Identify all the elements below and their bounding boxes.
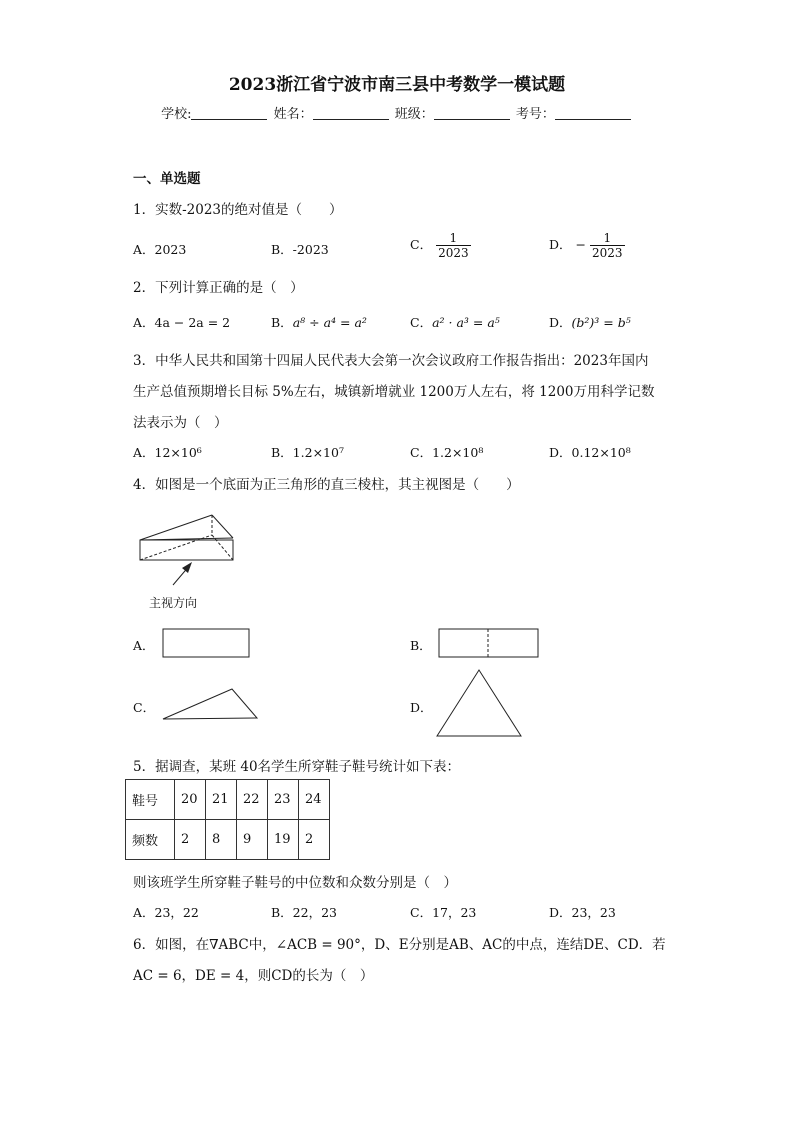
table-cell: 9 bbox=[237, 820, 268, 860]
student-info bbox=[0, 103, 794, 122]
section-heading: 一、单选题 bbox=[133, 171, 201, 187]
prism-figure bbox=[130, 505, 240, 587]
table-cell: 19 bbox=[268, 820, 299, 860]
q3-line-2: 生产总值预期增长目标 5%左右，城镇新增就业 1200万人左右，将 1200万用科学记数 bbox=[133, 384, 655, 400]
q2-option-d-expr: (b²)³ = b⁵ bbox=[571, 315, 631, 330]
q4-option-c-figure bbox=[160, 686, 262, 724]
q2-option-b-label: B． bbox=[271, 315, 293, 330]
q4-option-b-label: B． bbox=[410, 638, 432, 653]
q5-stem: 5．据调查，某班 40名学生所穿鞋子鞋号统计如下表： bbox=[133, 759, 461, 775]
q4-option-d-figure bbox=[433, 666, 527, 740]
q3-option-d: D．0.12×10⁸ bbox=[549, 445, 631, 460]
q6-line-2: AC = 6，DE = 4，则CD的长为（ ） bbox=[133, 968, 374, 984]
q4-option-c-label: C． bbox=[133, 700, 156, 715]
school-blank bbox=[191, 107, 267, 120]
q4-stem: 4．如图是一个底面为正三角形的直三棱柱，其主视图是（ ） bbox=[133, 477, 520, 493]
table-cell: 2 bbox=[299, 820, 330, 860]
table-row bbox=[126, 820, 330, 860]
shoe-size-table bbox=[125, 779, 330, 860]
q3-option-b: B．1.2×10⁷ bbox=[271, 445, 344, 460]
prism-top-back-edge bbox=[140, 515, 212, 540]
q1-d-sign: − bbox=[575, 237, 586, 252]
table-cell: 22 bbox=[237, 780, 268, 820]
exam-no-label: 考号： bbox=[515, 107, 555, 122]
exam-no-blank bbox=[555, 107, 631, 120]
q5-option-b: B．22，23 bbox=[271, 905, 337, 920]
q3-line-1: 3．中华人民共和国第十四届人民代表大会第一次会议政府工作报告指出：2023年国内 bbox=[133, 353, 649, 369]
q1-c-denominator: 2023 bbox=[438, 246, 469, 260]
q1-option-c bbox=[410, 231, 471, 260]
q1-option-d bbox=[549, 231, 625, 260]
q1-option-d-fraction bbox=[590, 231, 625, 260]
q5-option-c: C．17，23 bbox=[410, 905, 477, 920]
q2-option-d-label: D． bbox=[549, 315, 572, 330]
table-cell: 2 bbox=[175, 820, 206, 860]
q6-line-1: 6．如图，在∇ABC中，∠ACB = 90°，D、E分别是AB、AC的中点，连结DE、CD．若 bbox=[133, 937, 666, 953]
q1-option-c-fraction bbox=[436, 231, 471, 260]
prism-top-right-edge bbox=[212, 515, 233, 538]
q5-option-a: A．23，22 bbox=[133, 905, 199, 920]
q1-d-denominator: 2023 bbox=[591, 246, 623, 260]
q4-option-a-label: A． bbox=[133, 638, 155, 653]
q1-option-c-label: C． bbox=[410, 237, 433, 252]
q2-option-c-label: C． bbox=[410, 315, 433, 330]
q5-option-d: D．23，23 bbox=[549, 905, 616, 920]
q3-option-a: A．12×10⁶ bbox=[133, 445, 202, 460]
page-title: 2023浙江省宁波市南三县中考数学一模试题 bbox=[228, 75, 566, 95]
q2-option-d bbox=[549, 313, 631, 331]
view-direction-label: 主视方向 bbox=[149, 596, 198, 610]
q1-stem: 1．实数-2023的绝对值是（ ） bbox=[133, 202, 343, 218]
q1-option-a: A．2023 bbox=[133, 242, 187, 257]
q3-line-3: 法表示为（ ） bbox=[133, 415, 228, 431]
q2-stem: 2．下列计算正确的是（ ） bbox=[133, 280, 304, 296]
view-arrow-head bbox=[182, 562, 192, 573]
table-cell: 24 bbox=[299, 780, 330, 820]
q2-option-a: A．4a − 2a = 2 bbox=[133, 315, 231, 330]
name-blank bbox=[313, 107, 389, 120]
q1-d-numerator: 1 bbox=[603, 231, 612, 245]
row-header-frequency: 频数 bbox=[126, 820, 175, 860]
school-label: 学校: bbox=[161, 107, 192, 122]
table-cell: 23 bbox=[268, 780, 299, 820]
table-cell: 8 bbox=[206, 820, 237, 860]
class-label: 班级： bbox=[394, 107, 434, 122]
q1-option-d-label: D． bbox=[549, 237, 572, 252]
q4-option-b-figure bbox=[436, 627, 542, 661]
row-header-size: 鞋号 bbox=[126, 780, 175, 820]
name-label: 姓名： bbox=[273, 107, 313, 122]
q4-option-a-figure bbox=[160, 627, 252, 659]
table-cell: 20 bbox=[175, 780, 206, 820]
table-row bbox=[126, 780, 330, 820]
q1-option-b: B．-2023 bbox=[271, 242, 329, 257]
q2-option-c-expr: a² · a³ = a⁵ bbox=[432, 315, 500, 330]
q4-option-d-label: D． bbox=[410, 700, 433, 715]
class-blank bbox=[434, 107, 510, 120]
table-cell: 21 bbox=[206, 780, 237, 820]
q2-option-b-expr: a⁸ ÷ a⁴ = a² bbox=[292, 315, 367, 330]
q2-option-c bbox=[410, 313, 500, 331]
q5-question: 则该班学生所穿鞋子鞋号的中位数和众数分别是（ ） bbox=[133, 875, 457, 891]
q3-option-c: C．1.2×10⁸ bbox=[410, 445, 484, 460]
q1-c-numerator: 1 bbox=[449, 231, 458, 245]
q2-option-b bbox=[271, 313, 367, 331]
